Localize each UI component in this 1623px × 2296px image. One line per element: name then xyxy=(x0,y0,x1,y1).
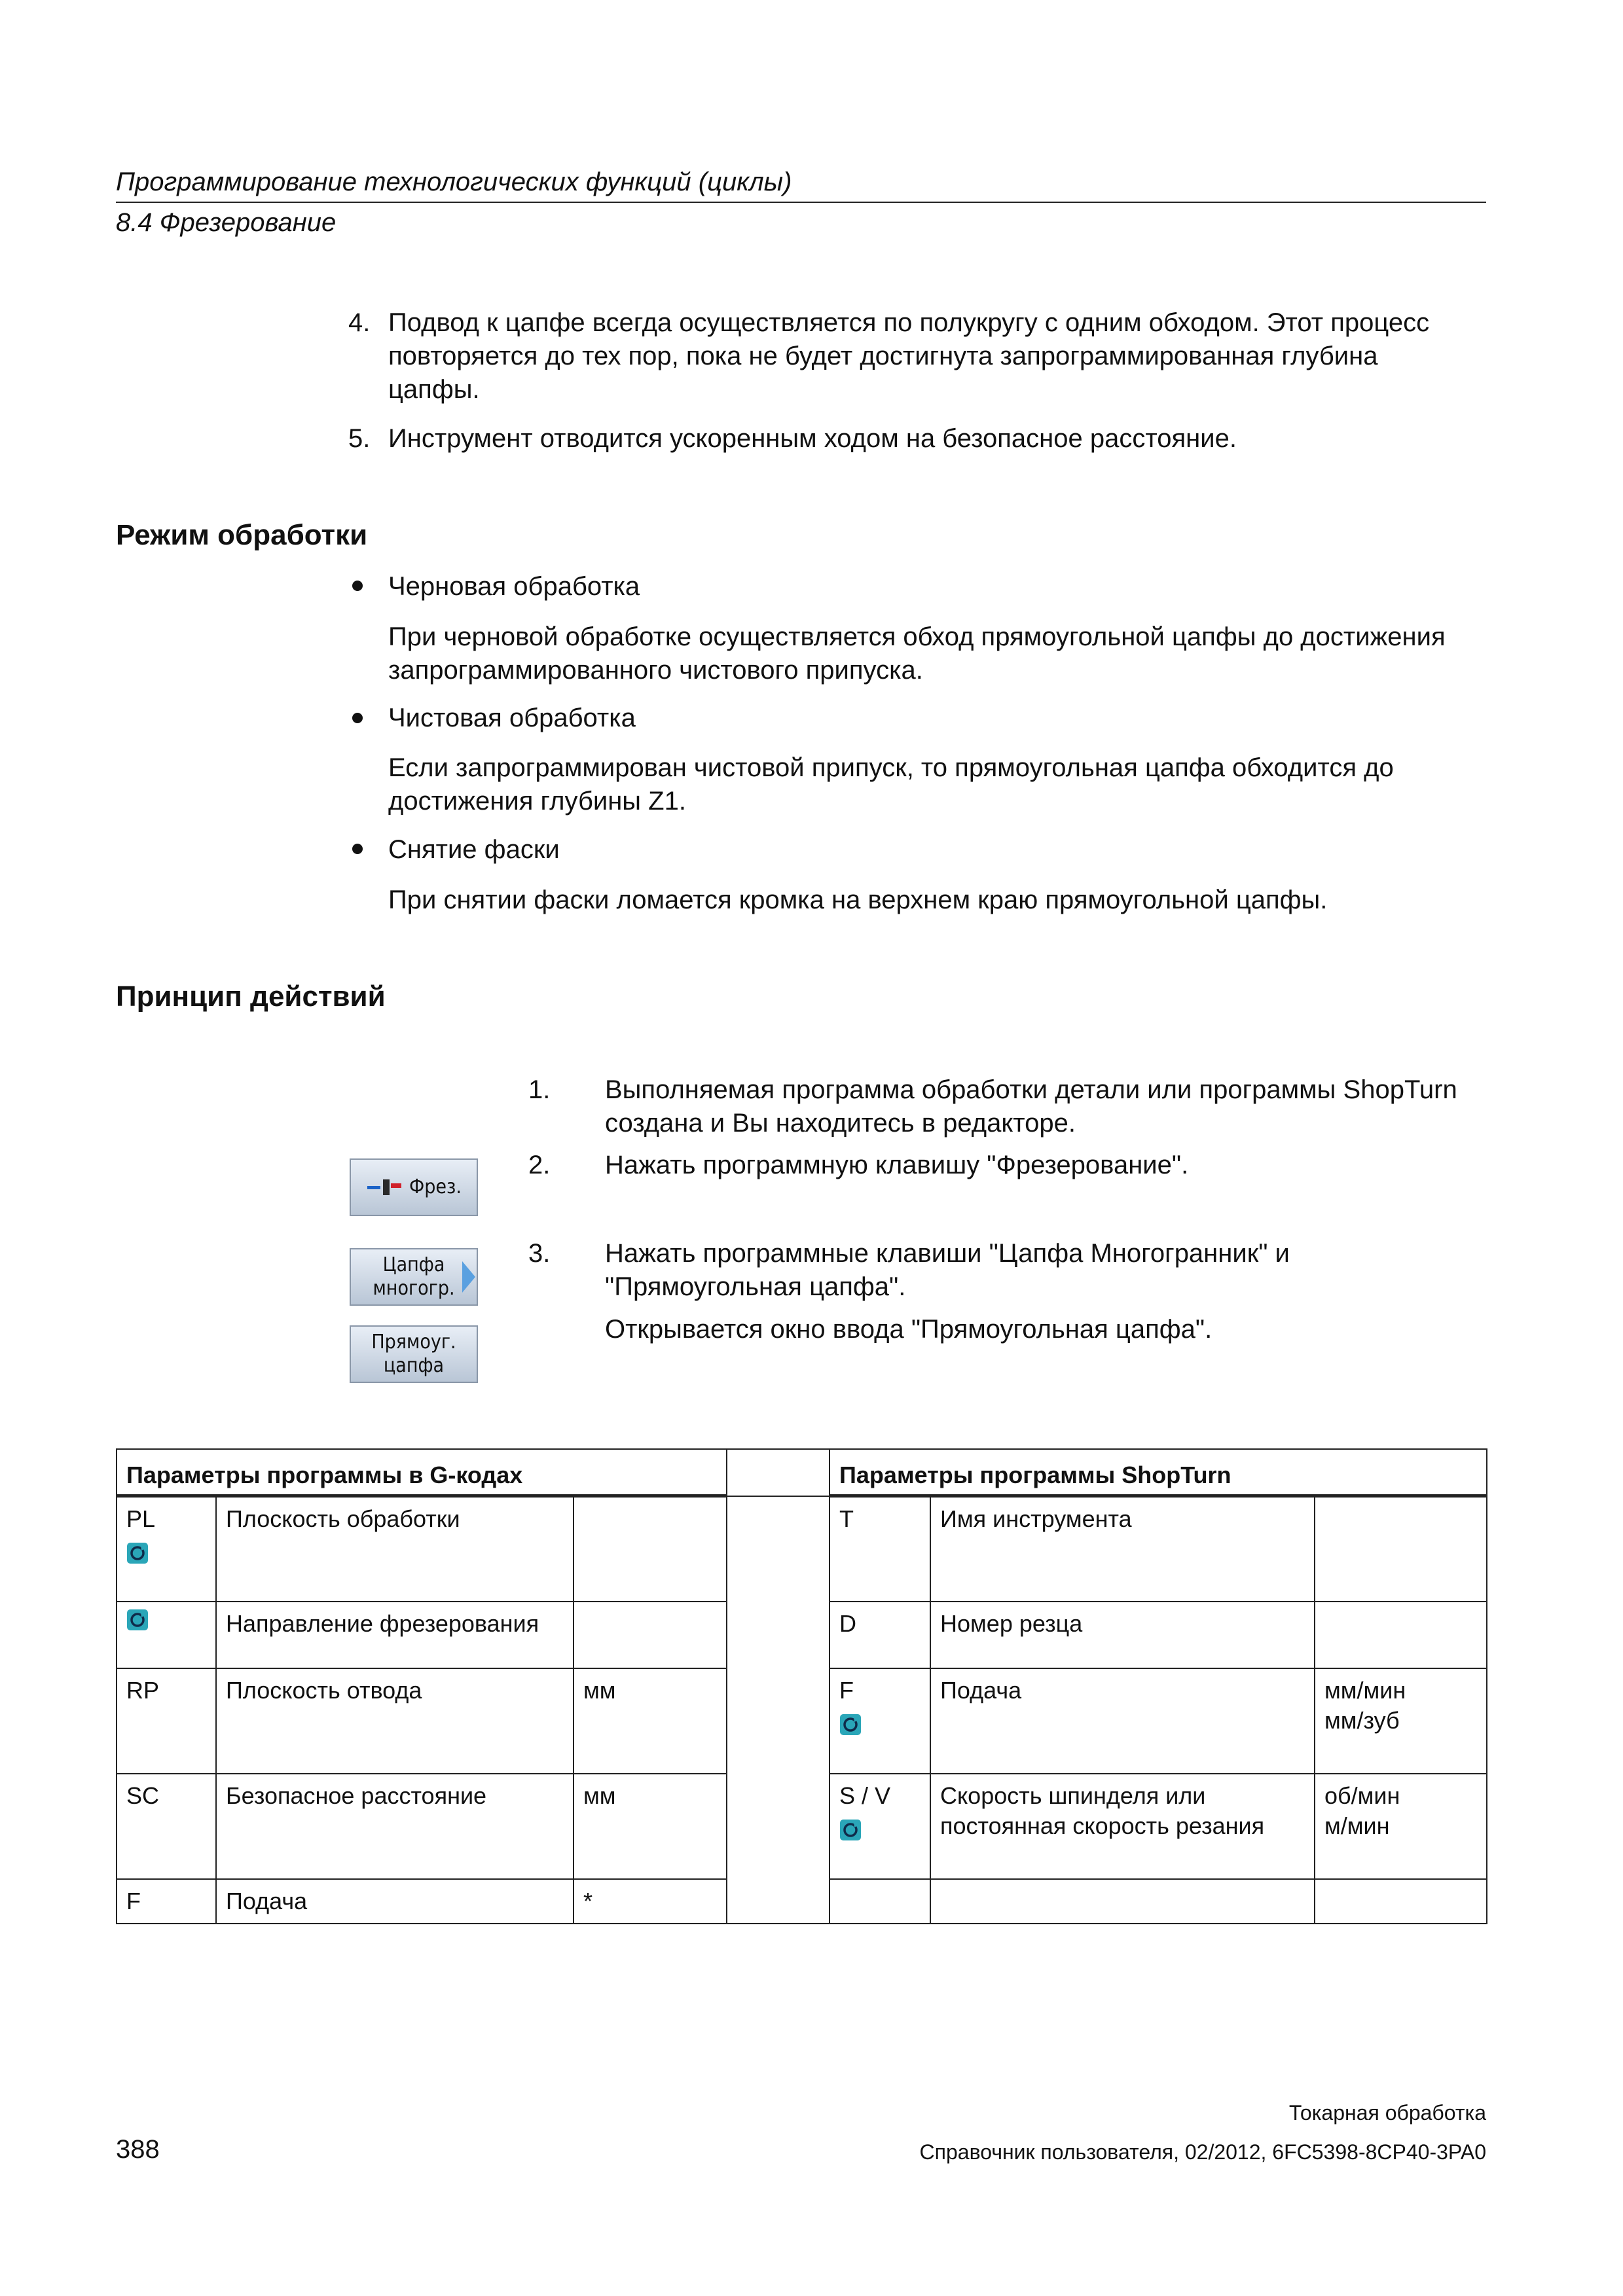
unit-cell xyxy=(574,1602,727,1668)
mill-tool-icon xyxy=(366,1174,404,1200)
toggle-cycle-icon xyxy=(839,1819,862,1841)
unit-cell xyxy=(1315,1602,1487,1668)
unit-cell xyxy=(574,1496,727,1602)
toggle-cycle-icon xyxy=(126,1542,149,1564)
desc-cell: Направление фрезерования xyxy=(216,1602,574,1668)
step-number: 1. xyxy=(528,1075,551,1104)
step-text: Выполняемая программа обработки детали или программы ShopTurn создана и Вы находитесь в редакторе. xyxy=(605,1075,1457,1138)
param-cell xyxy=(117,1602,216,1668)
step-result: Открывается окно ввода "Прямоугольная цапфа". xyxy=(605,1315,1213,1344)
param-code: F xyxy=(126,1887,141,1914)
unit-cell xyxy=(1315,1879,1487,1924)
shopturn-header: Параметры программы ShopTurn xyxy=(830,1449,1487,1496)
header-rule xyxy=(116,202,1486,203)
mode-item-desc: При черновой обработке осуществляется обход прямоугольной цапфы до достижения запрограммированного чистового припуска. xyxy=(388,622,1446,685)
footer-title: Токарная обработка xyxy=(1288,2101,1486,2125)
mode-heading: Режим обработки xyxy=(116,519,368,551)
table-spacer xyxy=(727,1496,830,1924)
step-number: 2. xyxy=(528,1151,551,1179)
toggle-cycle-icon xyxy=(126,1609,149,1631)
mode-item-desc: Если запрограммирован чистовой припуск, то прямоугольная цапфа обходится до достижения глубины Z1. xyxy=(388,753,1394,816)
step-text: Подвод к цапфе всегда осуществляется по полукругу с одним обходом. Этот процесс повторяется до тех пор, пока не будет достигнута запрограммированная глубина цапфы. xyxy=(388,308,1430,404)
mode-item-title: Чистовая обработка xyxy=(388,704,636,732)
step-number: 3. xyxy=(528,1239,551,1268)
desc-cell: Скорость шпинделя или постоянная скорость резания xyxy=(930,1774,1315,1879)
unit-cell: мм xyxy=(574,1668,727,1774)
toggle-cycle-icon xyxy=(839,1713,862,1736)
unit-cell: мм/мин мм/зуб xyxy=(1315,1668,1487,1774)
step-text: Нажать программные клавиши "Цапфа Многогранник" и "Прямоугольная цапфа". xyxy=(605,1239,1290,1301)
bullet xyxy=(352,581,363,591)
chapter-title: Программирование технологических функций (циклы) xyxy=(116,168,792,196)
unit-cell xyxy=(1315,1496,1487,1602)
param-cell xyxy=(830,1879,930,1924)
desc-cell xyxy=(930,1879,1315,1924)
step-number: 4. xyxy=(348,308,371,337)
step-text: Инструмент отводится ускоренным ходом на безопасное расстояние. xyxy=(388,424,1237,453)
desc-cell: Подача xyxy=(930,1668,1315,1774)
param-cell xyxy=(117,1774,216,1879)
param-code: RP xyxy=(126,1676,160,1704)
mill-softkey[interactable] xyxy=(350,1158,478,1216)
principle-heading: Принцип действий xyxy=(116,980,386,1013)
table-header-row xyxy=(117,1449,1487,1496)
bullet xyxy=(352,713,363,723)
desc-cell: Плоскость обработки xyxy=(216,1496,574,1602)
g-code-header: Параметры программы в G-кодах xyxy=(117,1449,727,1496)
section-title: 8.4 Фрезерование xyxy=(116,208,337,237)
parameters-table xyxy=(116,1448,1487,1924)
mode-item-title: Снятие фаски xyxy=(388,835,560,864)
param-code: F xyxy=(839,1676,854,1704)
rect-spigot-softkey[interactable] xyxy=(350,1325,478,1383)
mode-item-desc: При снятии фаски ломается кромка на верхнем краю прямоугольной цапфы. xyxy=(388,886,1328,914)
param-code: D xyxy=(839,1609,857,1637)
step-text: Нажать программную клавишу "Фрезерование". xyxy=(605,1151,1189,1179)
param-code: S / V xyxy=(839,1782,891,1809)
param-cell xyxy=(830,1602,930,1668)
param-cell xyxy=(117,1496,216,1602)
param-code: SC xyxy=(126,1782,160,1809)
rect-spigot-softkey-label: Прямоуг. цапфа xyxy=(371,1331,456,1377)
unit-cell: об/мин м/мин xyxy=(1315,1774,1487,1879)
unit-cell: мм xyxy=(574,1774,727,1879)
param-cell xyxy=(830,1668,930,1774)
table-spacer-head xyxy=(727,1449,830,1496)
desc-cell: Номер резца xyxy=(930,1602,1315,1668)
spigot-polygon-softkey-label: Цапфа многогр. xyxy=(373,1253,455,1300)
footer-reference: Справочник пользователя, 02/2012, 6FC5398-8CP40-3PA0 xyxy=(919,2140,1486,2164)
desc-cell: Подача xyxy=(216,1879,574,1924)
unit-cell: * xyxy=(574,1879,727,1924)
param-code: T xyxy=(839,1505,854,1532)
spigot-polygon-softkey[interactable] xyxy=(350,1248,478,1306)
step-number: 5. xyxy=(348,424,371,453)
param-cell xyxy=(830,1496,930,1602)
param-cell xyxy=(117,1879,216,1924)
bullet xyxy=(352,844,363,854)
page-number: 388 xyxy=(116,2135,160,2164)
chevron-right-icon xyxy=(462,1261,475,1293)
desc-cell: Плоскость отвода xyxy=(216,1668,574,1774)
mill-softkey-label: Фрез. xyxy=(409,1175,462,1198)
param-cell xyxy=(830,1774,930,1879)
desc-cell: Безопасное расстояние xyxy=(216,1774,574,1879)
table-row xyxy=(117,1496,1487,1602)
param-cell xyxy=(117,1668,216,1774)
param-code: PL xyxy=(126,1505,156,1532)
mode-item-title: Черновая обработка xyxy=(388,572,640,601)
desc-cell: Имя инструмента xyxy=(930,1496,1315,1602)
